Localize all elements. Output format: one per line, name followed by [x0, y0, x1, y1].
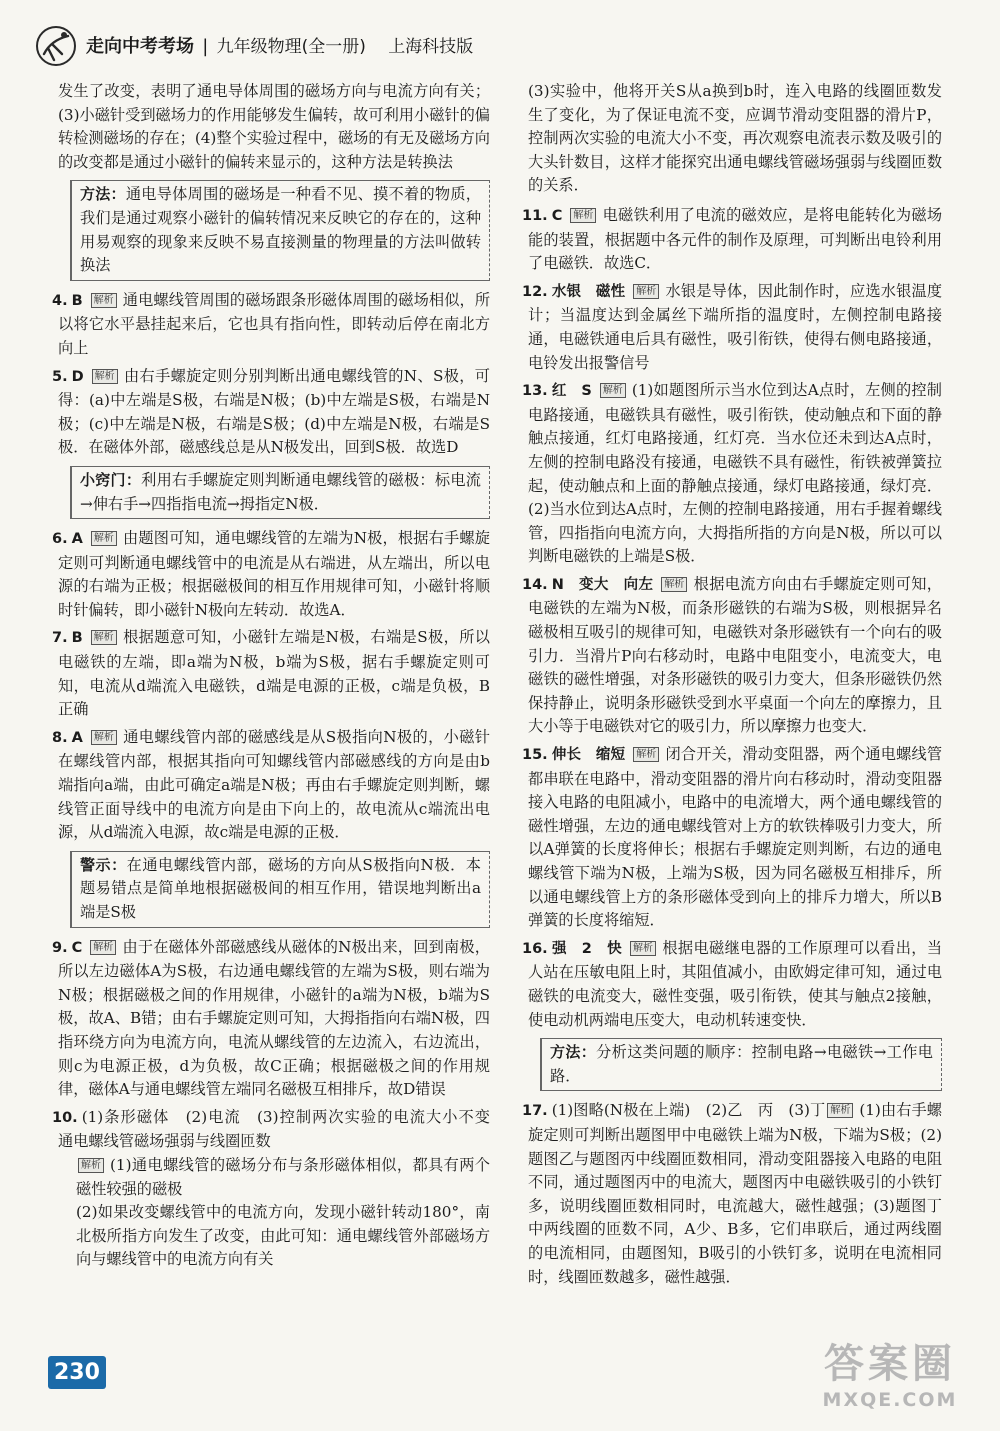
- analysis-tag: 解析: [92, 369, 118, 384]
- tip-label: 方法：: [80, 185, 126, 204]
- answer-text: (1)条形磁体 (2)电流 (3)控制两次实验的电流大小不变 通电螺线管磁场强弱与线圈匝数: [58, 1107, 506, 1151]
- answer-choice: 伸长 缩短: [551, 747, 626, 764]
- page-header: [28, 10, 968, 80]
- answer-item-16: [522, 937, 943, 1032]
- tip-text: 利用右手螺旋定则判断通电螺线管的磁极：标电流→伸右手→四指指电流→拇指定N极．: [80, 470, 481, 513]
- answer-item-5: [52, 365, 490, 460]
- analysis-tag: 解析: [90, 940, 116, 955]
- analysis-block: [58, 1201, 490, 1272]
- question-number: 9.: [52, 939, 68, 956]
- answer-choice: 红 S: [551, 383, 592, 400]
- analysis-text: (1)如题图所示当水位到达A点时，左侧的控制电路接通，电磁铁具有磁性，吸引衔铁，使动触点和下面的静触点接通，红灯电路接通，红灯亮．当水位还未到达A点时，左侧的控制电路没有接通，电磁铁不具有磁性，衔铁被弹簧拉起，使动触点和上面的静触点接通，绿灯电路接通，绿灯亮．(2)当水位到达A点时，左侧的控制电路接通，用右手握着螺线管，四指指向电流方向，大拇指所指的方向是N极，所以可以判断电磁铁的上端是S极．: [528, 381, 942, 566]
- answer-choice: N 变大 向左: [551, 576, 654, 593]
- analysis-text: 由右手螺旋定则分别判断出通电螺线管的N、S极，可得：(a)中左端是S极，右端是N极；(b)中左端是S极，右端是N极；(c)中左端是N极，右端是S极；(d)中左端是N极，右端是S极．在磁体外部，磁感线总是从N极发出，回到S极．故选D: [58, 366, 490, 457]
- answer-item-13: [522, 379, 942, 569]
- watermark-url: MXQE.COM: [822, 1389, 958, 1411]
- analysis-tag: 解析: [661, 577, 687, 592]
- tip-label: 警示：: [80, 855, 127, 874]
- analysis-tag: 解析: [91, 730, 117, 745]
- question-number: 13.: [522, 383, 548, 400]
- analysis-text: (2)如果改变螺线管中的电流方向，发现小磁针转动180°，南北极所指方向发生了改变，由此可知：通电螺线管外部磁场方向与螺线管中的电流方向有关: [76, 1203, 490, 1269]
- question-number: 4.: [52, 292, 68, 309]
- question-number: 17.: [522, 1103, 548, 1120]
- analysis-text: 电磁铁利用了电流的磁效应，是将电能转化为磁场能的装置，根据题中各元件的制作及原理，可判断出电铃利用了电磁铁．故选C．: [528, 205, 942, 273]
- analysis-text: 通电螺线管周围的磁场跟条形磁体周围的磁场相似，所以将它水平悬挂起来后，它也具有指向性，即转动后停在南北方向上: [58, 290, 490, 357]
- analysis-block: [58, 1154, 490, 1201]
- analysis-text: 由于在磁体外部磁感线从磁体的N极出来，回到南极，所以左边磁体A为S极，右边通电螺线管的左端为S极，则右端为N极；根据磁极之间的作用规律，小磁针的a端为N极，b端为S极，故A、B错；由右手螺旋定则可知，大拇指指向右端N极，四指环绕方向为电流方向，电流从螺线管的左边流入，右边流出，则c为电源正极，d为负极，故C正确；根据磁极之间的作用规律，磁体A与通电螺线管左端同名磁极互相排斥，故D错误: [58, 937, 490, 1099]
- answer-item-11: [522, 204, 942, 276]
- question-number: 6.: [52, 531, 68, 548]
- analysis-text: 根据题意可知，小磁针左端是N极，右端是S极，所以电磁铁的左端，即a端为N极，b端为S极，据右手螺旋定则可知，电流从d端流入电磁铁，d端是电源的正极，c端是负极，B正确: [58, 628, 490, 719]
- analysis-tag: 解析: [78, 1158, 104, 1173]
- answer-choice: 水银 磁性: [551, 283, 626, 300]
- answer-text: (1)图略(N极在上端) (2)乙 丙 (3)丁: [551, 1101, 826, 1120]
- answer-choice: C: [71, 939, 83, 956]
- answer-item-14: [522, 573, 942, 739]
- answer-item-9: [52, 936, 490, 1102]
- runner-logo-icon: [34, 24, 78, 68]
- analysis-tag: 解析: [630, 941, 656, 956]
- question-number: 7.: [52, 630, 68, 647]
- analysis-tag: 解析: [600, 383, 626, 398]
- answer-item-12: [522, 280, 943, 375]
- question-number: 5.: [52, 368, 68, 385]
- analysis-tag: 解析: [91, 630, 117, 645]
- watermark: [790, 1340, 990, 1422]
- question-number: 15.: [522, 747, 548, 764]
- method-tip-box: [540, 1038, 942, 1091]
- answer-item-17: [522, 1099, 942, 1289]
- answer-item-4: [52, 289, 490, 361]
- analysis-tag: 解析: [570, 208, 596, 223]
- analysis-text: 根据电流方向由右手螺旋定则可知，电磁铁的左端为N极，而条形磁铁的右端为S极，则根据异名磁极相互吸引的规律可知，电磁铁对条形磁铁有一个向右的吸引力．当滑片P向右移动时，电路中电阻变小，电流变大，电磁铁的磁性增强，对条形磁铁的吸引力变大，但条形磁铁仍然保持静止，说明条形磁铁受到水平桌面一个向左的摩擦力，且大小等于电磁铁对它的吸引力，所以摩擦力也变大．: [528, 574, 942, 736]
- analysis-text: 闭合开关，滑动变阻器，两个通电螺线管都串联在电路中，滑动变阻器的滑片向右移动时，滑动变阻器接入电路的电阻减小，电路中的电流增大，两个通电螺线管的磁性增强，左边的通电螺线管对上方的软铁棒吸引力变大，所以A弹簧的长度将伸长；根据右手螺旋定则判断，右边的通电螺线管下端为N极，上端为S极，因为同名磁极互相排斥，所以通电螺线管上方的条形磁体受到向上的排斥力增大，所以B弹簧的长度将缩短．: [528, 745, 943, 930]
- question-number: 16.: [522, 940, 548, 957]
- analysis-tag: 解析: [91, 531, 117, 546]
- tip-label: 方法：: [550, 1043, 597, 1062]
- tip-text: 分析这类问题的顺序：控制电路→电磁铁→工作电路．: [550, 1043, 933, 1085]
- analysis-tag: 解析: [633, 747, 659, 762]
- question-number: 8.: [52, 729, 68, 746]
- book-title: 九年级物理(全一册): [216, 37, 366, 57]
- tip-label: 小窍门：: [80, 470, 142, 489]
- brand-title: 走向中考考场: [86, 36, 194, 57]
- analysis-text: (1)由右手螺旋定则可判断出题图甲中电磁铁上端为N极，下端为S极；(2)题图乙与题图丙中线圈匝数相同，滑动变阻器接入电路的电阻不同，通过题图丙中的电流大，题图丙中电磁铁吸引的小铁钉多，说明线圈匝数相同时，电流越大，磁性越强；(3)题图丁中两线圈的匝数不同，A少、B多，它们串联后，通过两线圈的电流相同，由题图知，B吸引的小铁钉多，说明在电流相同时，线圈匝数越多，磁性越强．: [528, 1101, 942, 1286]
- answer-item-6: [52, 527, 490, 622]
- analysis-tag: 解析: [91, 293, 117, 308]
- tip-text: 通电导体周围的磁场是一种看不见、摸不着的物质，我们是通过观察小磁针的偏转情况来反映它的存在的，这种用易观察的现象来反映不易直接测量的物理量的方法叫做转换法: [80, 185, 481, 275]
- question-number: 10.: [52, 1109, 78, 1126]
- analysis-text: (1)通电螺线管的磁场分布与条形磁体相似，都具有两个磁性较强的磁极: [76, 1155, 490, 1198]
- page-number: 230: [48, 1356, 106, 1389]
- answer-choice: A: [71, 531, 83, 548]
- question-number: 11.: [522, 207, 548, 224]
- analysis-tag: 解析: [633, 284, 659, 299]
- answer-choice: D: [71, 368, 84, 385]
- answer-choice: C: [551, 207, 563, 224]
- answer-item-7: [52, 626, 490, 721]
- answer-choice: B: [71, 292, 83, 309]
- question-number: 14.: [522, 576, 548, 593]
- left-column: [52, 80, 506, 1276]
- answer-item-8: [52, 726, 490, 845]
- publisher: 上海科技版: [388, 37, 474, 57]
- analysis-text: 由题图可知，通电螺线管的左端为N极，根据右手螺旋定则可判断通电螺线管中的电流是从右端进，从左端出，所以电源的右端为正极；根据磁极间的相互作用规律可知，小磁针将顺时针偏转，即小磁针N极向左转动．故选A．: [58, 529, 490, 619]
- continued-answer-text: 发生了改变，表明了通电导体周围的磁场方向与电流方向有关；(3)小磁针受到磁场力的作用能够发生偏转，故可利用小磁针的偏转检测磁场的存在；(4)整个实验过程中，磁场的有无及磁场方向的改变都是通过小磁针的偏转来显示的，这种方法是转换法: [58, 82, 490, 171]
- right-column: [522, 80, 943, 1293]
- tip-text: 在通电螺线管内部，磁场的方向从S极指向N极．本题易错点是简单地根据磁极间的相互作用，错误地判断出a端是S极: [80, 855, 481, 921]
- header-title: [86, 32, 473, 58]
- header-separator: |: [202, 36, 209, 57]
- answer-item-10: [52, 1106, 506, 1272]
- method-tip-box: [70, 180, 490, 280]
- answer-choice: B: [71, 630, 83, 647]
- answer-choice: A: [71, 729, 83, 746]
- trick-tip-box: [70, 466, 490, 519]
- analysis-text: 通电螺线管内部的磁感线是从S极指向N极的，小磁针在螺线管内部，根据其指向可知螺线管内部磁感线的方向是由b端指向a端，由此可确定a端是N极；再由右手螺旋定则判断，螺线管正面导线中的电流方向是由下向上的，故电流从c端流出电源，从d端流入电源，故c端是电源的正极．: [58, 727, 490, 842]
- question-number: 12.: [522, 283, 548, 300]
- analysis-tag: 解析: [827, 1103, 853, 1118]
- answer-item-15: [522, 743, 943, 933]
- answer-choice: 强 2 快: [551, 940, 622, 957]
- analysis-text: 水银是导体，因此制作时，应选水银温度计；当温度达到金属丝下端所指的温度时，左侧控制电路接通，电磁铁通电后具有磁性，吸引衔铁，使得右侧电路接通，电铃发出报警信号: [528, 281, 943, 372]
- continued-answer-text: (3)实验中，他将开关S从a换到b时，连入电路的线圈匝数发生了变化，为了保证电流不变，应调节滑动变阻器的滑片P，控制两次实验的电流大小不变，再次观察电流表示数及吸引的大头针数目，这样才能探究出通电螺线管磁场强弱与线圈匝数的关系．: [528, 82, 942, 195]
- watermark-logo-text: 答案圈: [824, 1341, 956, 1387]
- analysis-text: 根据电磁继电器的工作原理可以看出，当人站在压敏电阻上时，其阻值减小，由欧姆定律可知，通过电磁铁的电流变大，磁性变强，吸引衔铁，使其与触点2接触，使电动机两端电压变大，电动机转速变快．: [528, 938, 943, 1029]
- warning-tip-box: [70, 851, 490, 928]
